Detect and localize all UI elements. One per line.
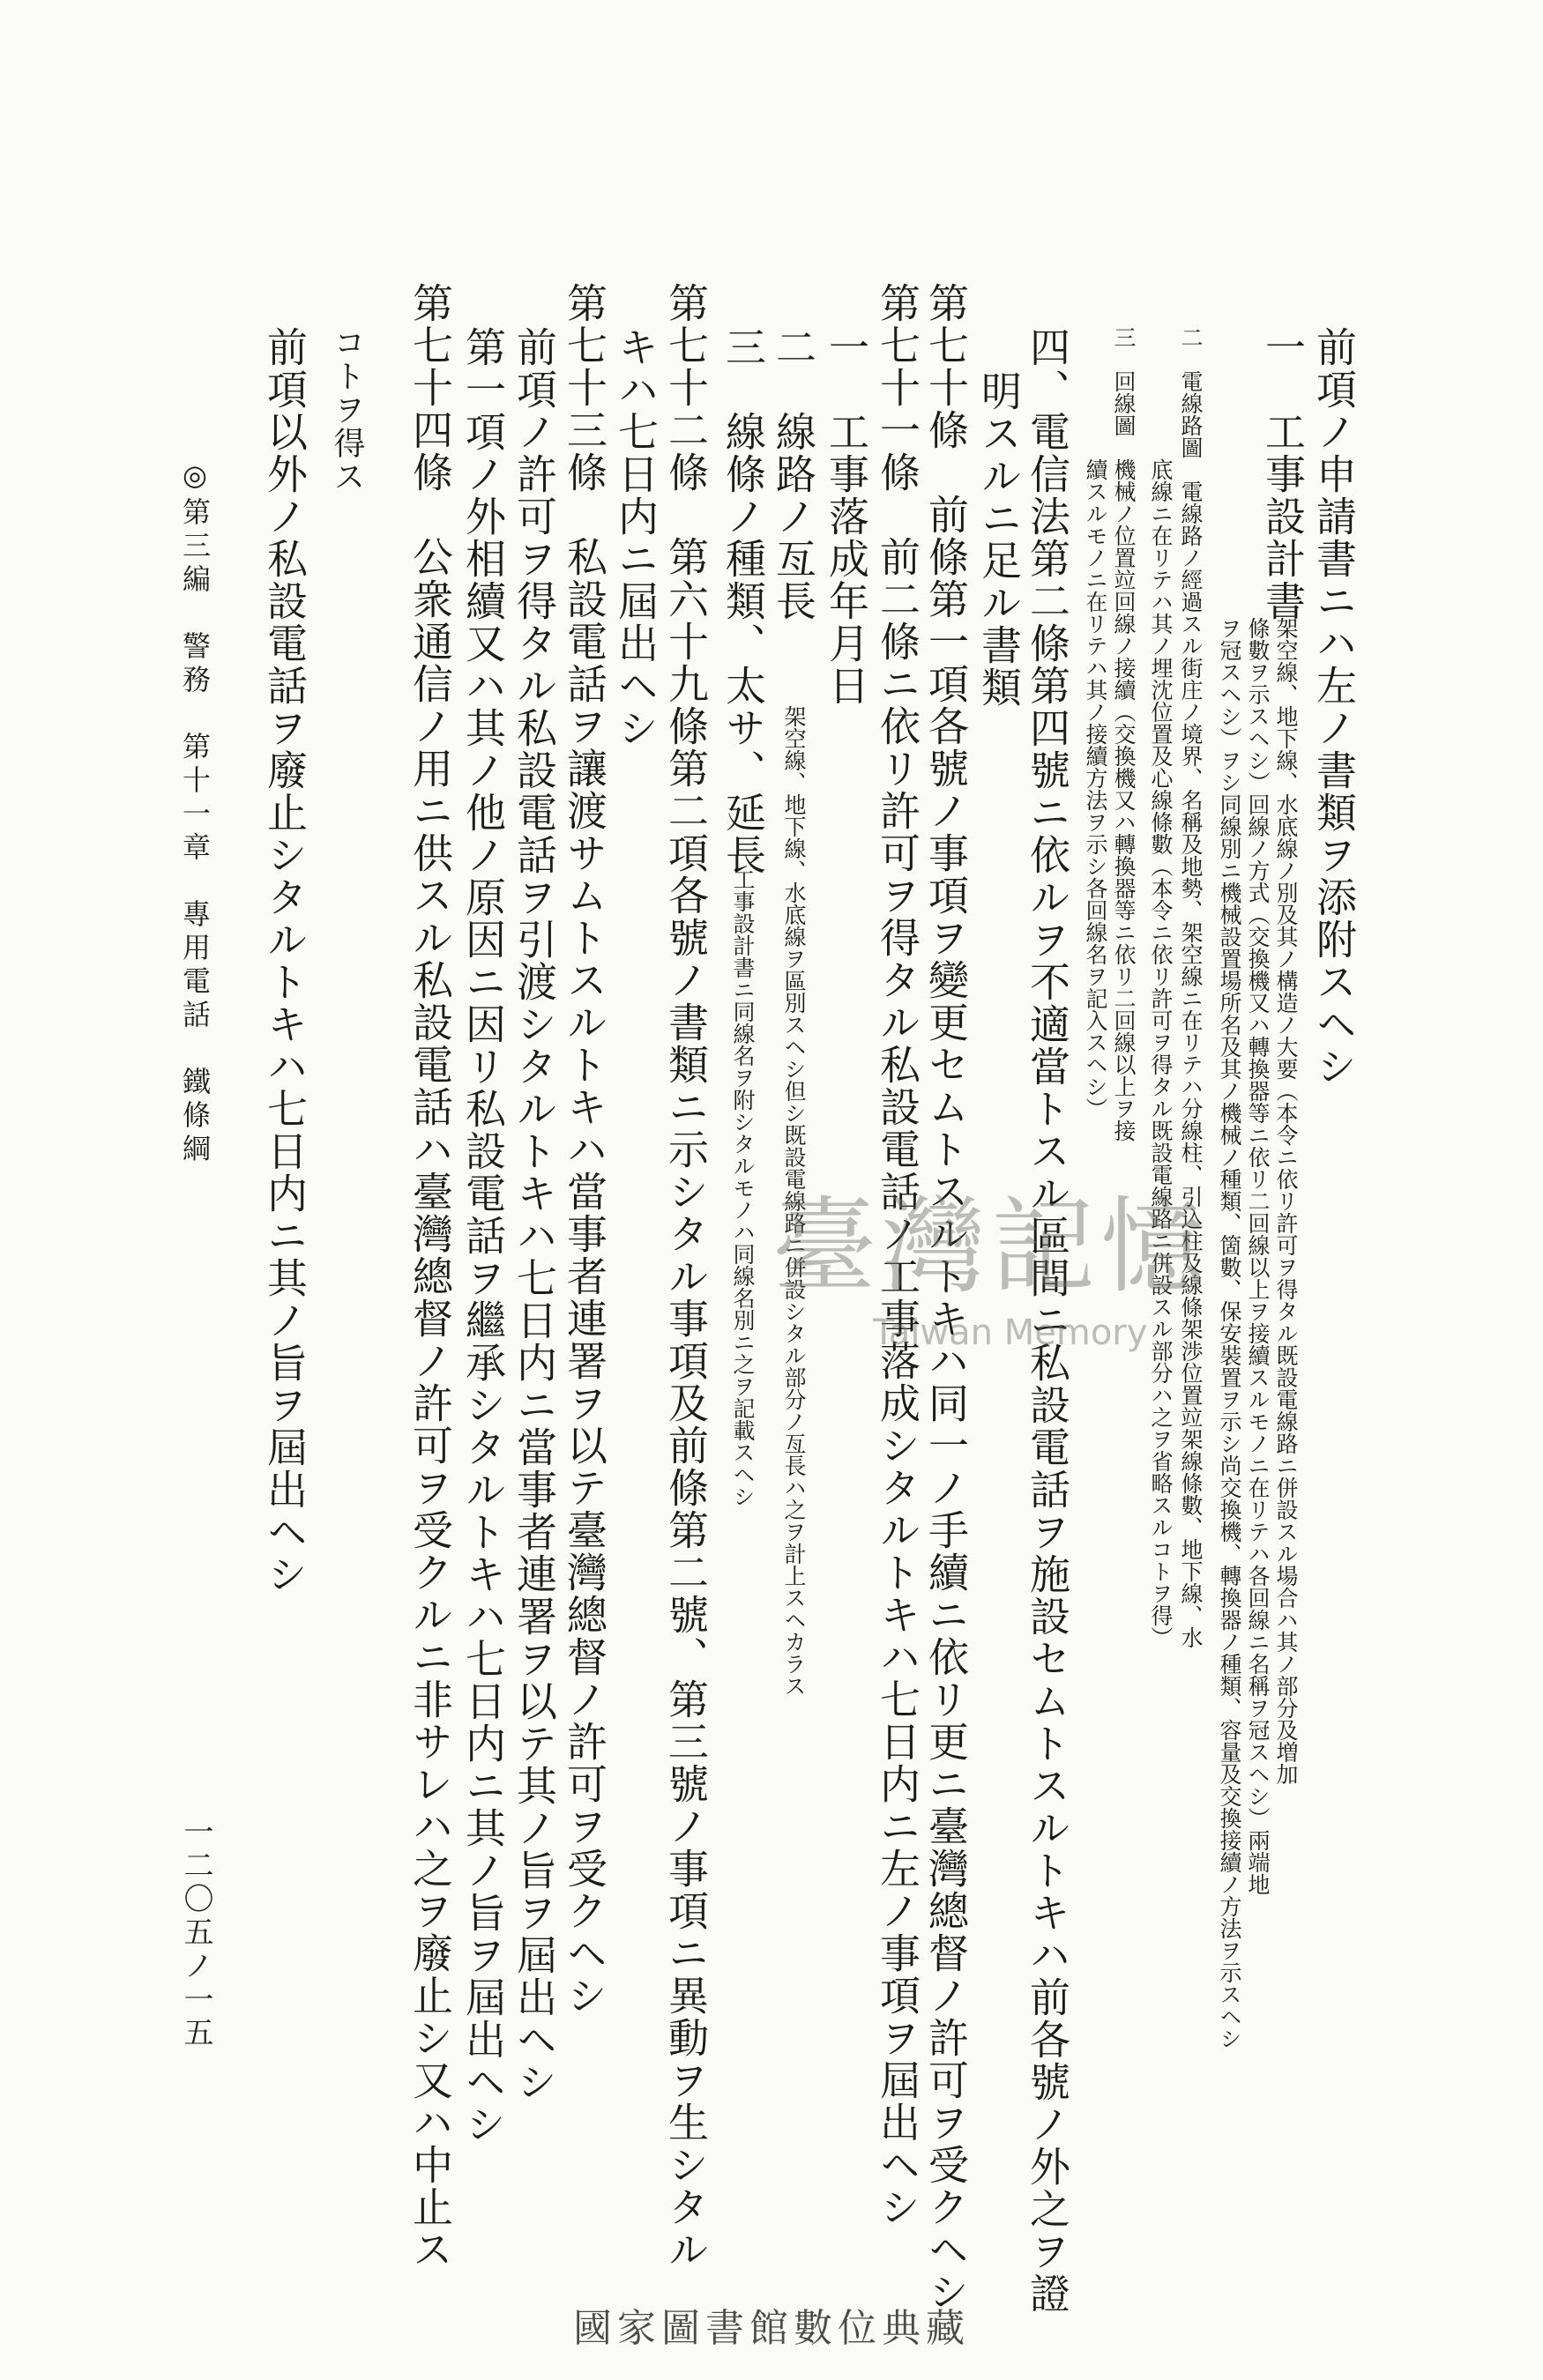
article-72: 第七十二條 第六十九條第二項各號ノ書類ニ示シタル事項及前條第二號、第三號ノ事項ニ異動ヲ生シタル xyxy=(662,282,710,2271)
text-column: 第一項ノ外相續又ハ其ノ他ノ原因ニ因リ私設電話ヲ繼承シタルトキハ七日内ニ其ノ旨ヲ屆出ヘシ xyxy=(459,326,507,2146)
annotation-column: 三 回線圖 機械ノ位置竝回線ノ接續（交換機又ハ轉換器等ニ依リ二回線以上ヲ接 xyxy=(1111,326,1137,1142)
text-column: 前項ノ申請書ニハ左ノ書類ヲ添附スヘシ xyxy=(1310,326,1358,1088)
page-number: 一二〇五ノ一五 xyxy=(178,1816,213,2050)
watermark-chinese: 臺灣記憶 xyxy=(772,1186,1211,1307)
article-71: 第七十一條 前二條ニ依リ許可ヲ得タル私設電話ノ工事落成シタルトキハ七日内ニ左ノ事項ヲ屆出ヘシ xyxy=(874,282,921,2228)
text-column: 明スルニ足ル書類 xyxy=(975,370,1023,709)
article-74: 第七十四條 公衆通信ノ用ニ供スル私設電話ハ臺灣總督ノ許可ヲ受クルニ非サレハ之ヲ廢止シ又ハ中止ス xyxy=(406,282,454,2271)
annotation-column: 底線ニ在リテハ其ノ埋沈位置及心線條數（本令ニ依リ許可ヲ得タル既設電線路ニ併設スル部分ハ之ヲ省略スルコトヲ得） xyxy=(1148,458,1174,1648)
annotation-column: 工事設計書ニ同線名ヲ附シタルモノハ同線名別ニ之ヲ記載スヘシ xyxy=(730,868,756,1507)
text-column: 一 工事落成年月日 xyxy=(823,326,870,707)
article-73: 第七十三條 私設電話ヲ讓渡サムトスルトキハ當事者連署ヲ以テ臺灣總督ノ許可ヲ受クヘシ xyxy=(561,282,608,2017)
text-column: 四、電信法第二條第四號ニ依ルヲ不適當トスル區間ニ私設電話ヲ施設セムトスルトキハ前各號ノ外之ヲ證 xyxy=(1024,326,1071,2315)
watermark-english: Taiwan Memory xyxy=(873,1313,1148,1353)
text-column: 前項以外ノ私設電話ヲ廢止シタルトキハ七日内ニ其ノ旨ヲ屆出ヘシ xyxy=(261,326,309,1595)
annotation-column: 二 電線路圖 電線路ノ經過スル街庄ノ境界、名稱及地勢、架空線ニ在リテハ分線柱、引込柱及線條架渉位置竝架線條數、地下線、水 xyxy=(1178,326,1204,1648)
annotation-column: ヲ冠スヘシ）ヲシ同線別ニ機械設置場所名及其ノ機械ノ種類、箇數、保安裝置ヲ示シ尚交換機、轉換器ノ種類、容量及交換接續ノ方法ヲ示スヘシ xyxy=(1217,617,1242,2049)
text-column: 一 工事設計書 xyxy=(1259,326,1307,622)
text-column: 二 線路ノ亙長 xyxy=(770,326,817,622)
annotation-column: 續スルモノニ在リテハ其ノ接續方法ヲ示シ各回線名ヲ記入スヘシ） xyxy=(1083,458,1108,1119)
text-column: キハ七日内ニ屆出ヘシ xyxy=(612,326,660,749)
text-column: 三 線條ノ種類、太サ、延長 xyxy=(719,326,767,876)
text-column: 前項ノ許可ヲ得タル私設電話ヲ引渡シタルトキハ七日内ニ當事者連署ヲ以テ其ノ旨ヲ屆出ヘシ xyxy=(511,326,558,2103)
running-head: ◎第三編 警務 第十一章 專用電話 鐵條綱 xyxy=(178,458,212,1167)
annotation-column: 條數ヲ示スヘシ）回線ノ方式（交換機又ハ轉換器等ニ依リ二回線以上ヲ接續スルモノニ在リテハ各回線ニ名稱ヲ冠スヘシ）兩端地 xyxy=(1245,617,1271,1895)
annotation-column: 架空線、地下線、水底線ノ別及其ノ構造ノ大要（本令ニ依リ許可ヲ得タル既設電線路ニ併設スル場合ハ其ノ部分及増加 xyxy=(1273,617,1299,1785)
text-column: コトヲ得ス xyxy=(329,326,365,494)
library-credit: 國家圖書館數位典藏 xyxy=(573,2306,970,2351)
annotation-column: 架空線、地下線、水底線ヲ區別スヘシ但シ既設電線路ニ併設シタル部分ノ亙長ハ之ヲ計上スヘカラス xyxy=(781,705,807,1697)
article-70: 第七十條 前條第一項各號ノ事項ヲ變更セムトスルトキハ同一ノ手續ニ依リ更ニ臺灣總督ノ許可ヲ受クヘシ xyxy=(922,282,970,2313)
